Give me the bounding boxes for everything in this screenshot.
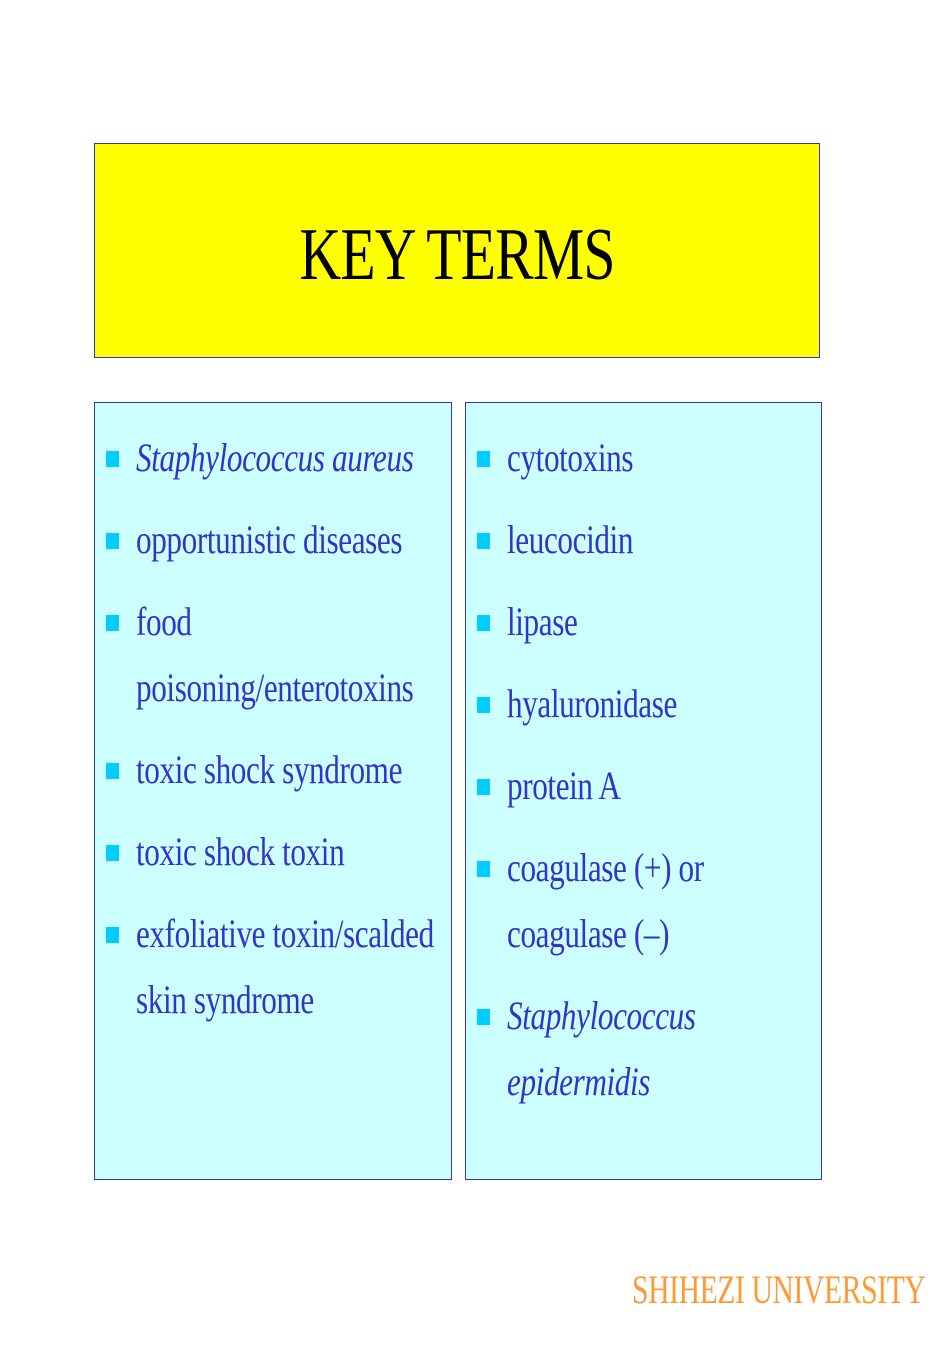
term-text xyxy=(507,425,633,491)
term-text xyxy=(507,589,577,655)
term-text xyxy=(507,507,633,573)
term-text xyxy=(507,835,704,967)
square-bullet-icon xyxy=(477,451,490,467)
term-line: leucocidin xyxy=(507,517,634,562)
term-line: Staphylococcus xyxy=(507,993,696,1038)
term-line: epidermidis xyxy=(507,1059,651,1104)
term-line: exfoliative toxin/scalded xyxy=(136,911,434,956)
left-terms-list xyxy=(95,425,451,1049)
left-terms-panel xyxy=(94,402,452,1180)
list-item xyxy=(466,835,821,967)
term-line: protein A xyxy=(507,763,621,808)
term-text xyxy=(507,671,677,737)
list-item xyxy=(95,819,451,885)
term-text xyxy=(136,901,434,1033)
square-bullet-icon xyxy=(477,615,490,631)
footer-university-name: SHIHEZI UNIVERSITY xyxy=(632,1267,926,1312)
square-bullet-icon xyxy=(106,615,119,631)
term-line: lipase xyxy=(507,599,578,644)
list-item xyxy=(95,737,451,803)
list-item xyxy=(95,425,451,491)
term-text xyxy=(136,425,413,491)
square-bullet-icon xyxy=(477,533,490,549)
square-bullet-icon xyxy=(106,533,119,549)
square-bullet-icon xyxy=(106,451,119,467)
term-line: cytotoxins xyxy=(507,435,634,480)
list-item xyxy=(95,589,451,721)
term-line: opportunistic diseases xyxy=(136,517,403,562)
list-item xyxy=(466,983,821,1115)
list-item xyxy=(466,753,821,819)
term-text xyxy=(136,819,344,885)
list-item xyxy=(95,507,451,573)
right-terms-list xyxy=(466,425,821,1131)
list-item xyxy=(466,507,821,573)
square-bullet-icon xyxy=(106,763,119,779)
list-item xyxy=(466,589,821,655)
term-line: food xyxy=(136,599,192,644)
list-item xyxy=(466,425,821,491)
term-line: Staphylococcus aureus xyxy=(136,435,414,480)
term-text xyxy=(507,983,696,1115)
square-bullet-icon xyxy=(477,697,490,713)
list-item xyxy=(466,671,821,737)
term-text xyxy=(136,507,402,573)
term-line: toxic shock toxin xyxy=(136,829,345,874)
square-bullet-icon xyxy=(477,1009,490,1025)
list-item xyxy=(95,901,451,1033)
term-text xyxy=(136,589,413,721)
term-line: poisoning/enterotoxins xyxy=(136,665,414,710)
title-box xyxy=(94,143,820,358)
term-line: hyaluronidase xyxy=(507,681,677,726)
square-bullet-icon xyxy=(477,861,490,877)
term-line: coagulase (–) xyxy=(507,911,670,956)
square-bullet-icon xyxy=(477,779,490,795)
square-bullet-icon xyxy=(106,845,119,861)
term-line: coagulase (+) or xyxy=(507,845,704,890)
term-line: skin syndrome xyxy=(136,977,314,1022)
right-terms-panel xyxy=(465,402,822,1180)
square-bullet-icon xyxy=(106,927,119,943)
page-title: KEY TERMS xyxy=(299,214,615,296)
term-line: toxic shock syndrome xyxy=(136,747,403,792)
term-text xyxy=(136,737,402,803)
term-text xyxy=(507,753,620,819)
